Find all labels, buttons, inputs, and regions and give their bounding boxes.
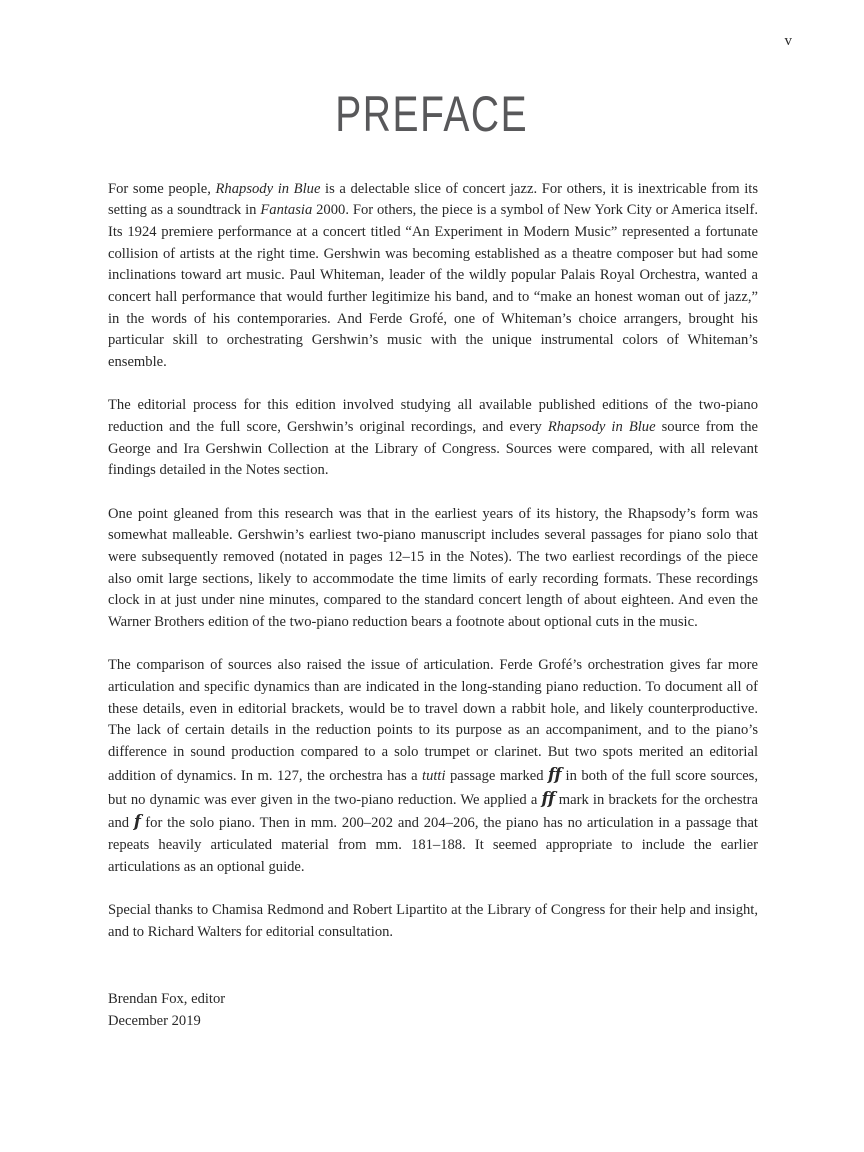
text-segment: for the solo piano. Then in mm. 200–202 and 204–206, the piano has no articulation in a passage that repeats heavily articulated material from mm. 181–188. It seemed appropriate to include the earlier articulations as an optional guide. xyxy=(108,815,758,875)
preface-paragraph-1 xyxy=(108,179,758,374)
dynamic-mark: ff xyxy=(548,764,562,784)
text-segment: is a delectable slice of concert jazz. For others, it is inextricable from its setting as a soundtrack in xyxy=(108,180,758,219)
text-segment: Rhapsody in Blue xyxy=(215,180,321,197)
preface-body xyxy=(108,179,758,944)
text-segment: tutti xyxy=(422,767,446,784)
preface-paragraph-4 xyxy=(108,655,758,878)
text-segment: The editorial process for this edition involved studying all available published editions of the two-piano reduction and the full score, Gershwin’s original recordings, and every xyxy=(108,397,758,436)
signature-name: Brendan Fox, editor xyxy=(108,991,226,1008)
text-segment: 2000. For others, the piece is a symbol of New York City or America itself. Its 1924 premiere performance at a concert titled “An Experiment in Modern Music” represented a fortunate collision of artists at the right time. Gershwin was becoming established as a theatre composer but had some inclinations toward art music. Paul Whiteman, leader of the wildly popular Palais Royal Orchestra, wanted a concert hall performance that would further legitimize his band, and to “make an honest woman out of jazz,” in the words of his contemporaries. And Ferde Grofé, one of Whiteman’s choice arrangers, brought his particular skill to orchestrating Gershwin’s music with the unique instrumental colors of Whiteman’s ensemble. xyxy=(108,202,758,371)
text-segment: For some people, xyxy=(108,180,216,197)
signature-block xyxy=(108,989,864,1032)
signature-date: December 2019 xyxy=(108,1013,201,1029)
preface-paragraph-3 xyxy=(108,504,758,634)
page-number: v xyxy=(784,33,792,49)
dynamic-mark: f xyxy=(133,812,141,832)
text-segment: source from the George and Ira Gershwin Collection at the Library of Congress. Sources were compared, with all relevant findings detailed in the Notes section. xyxy=(108,419,758,479)
text-segment: passage marked xyxy=(445,767,549,784)
title-wrap xyxy=(0,0,864,141)
text-segment: One point gleaned from this research was that in the earliest years of its history, the Rhapsody’s form was somewhat malleable. Gershwin’s earliest two-piano manuscript includes several passages for piano solo that were subsequently removed (notated in pages 12–15 in the Notes). The two earliest recordings of the piece also omit large sections, likely to accommodate the time limits of early recording formats. These recordings clock in at just under nine minutes, compared to the standard concert length of about eighteen. And even the Warner Brothers edition of the two-piano reduction bears a footnote about optional cuts in the music. xyxy=(108,505,758,631)
text-segment: in both of the full score sources, but no dynamic was ever given in the two-piano reduction. We applied a xyxy=(108,767,759,808)
preface-paragraph-2 xyxy=(108,395,758,482)
dynamic-mark: ff xyxy=(541,788,555,808)
preface-paragraph-5 xyxy=(108,900,758,943)
text-segment: Special thanks to Chamisa Redmond and Robert Lipartito at the Library of Congress for their help and insight, and to Richard Walters for editorial consultation. xyxy=(108,901,758,940)
text-segment: Rhapsody in Blue xyxy=(547,419,656,436)
text-segment: Fantasia xyxy=(260,202,313,219)
text-segment: mark in brackets for the orchestra and xyxy=(108,791,758,832)
text-segment: The comparison of sources also raised the issue of articulation. Ferde Grofé’s orchestration gives far more articulation and specific dynamics than are indicated in the long-standing piano reduction. To document all of these details, even in editorial brackets, would be to travel down a rabbit hole, and likely counterproductive. The lack of certain details in the reduction points to its purpose as an accompaniment, and to the piano’s difference in sound production compared to a solo trumpet or clarinet. But two spots merited an editorial addition of dynamics. In m. 127, the orchestra has a xyxy=(108,657,758,784)
page-title: PREFACE xyxy=(335,86,529,142)
